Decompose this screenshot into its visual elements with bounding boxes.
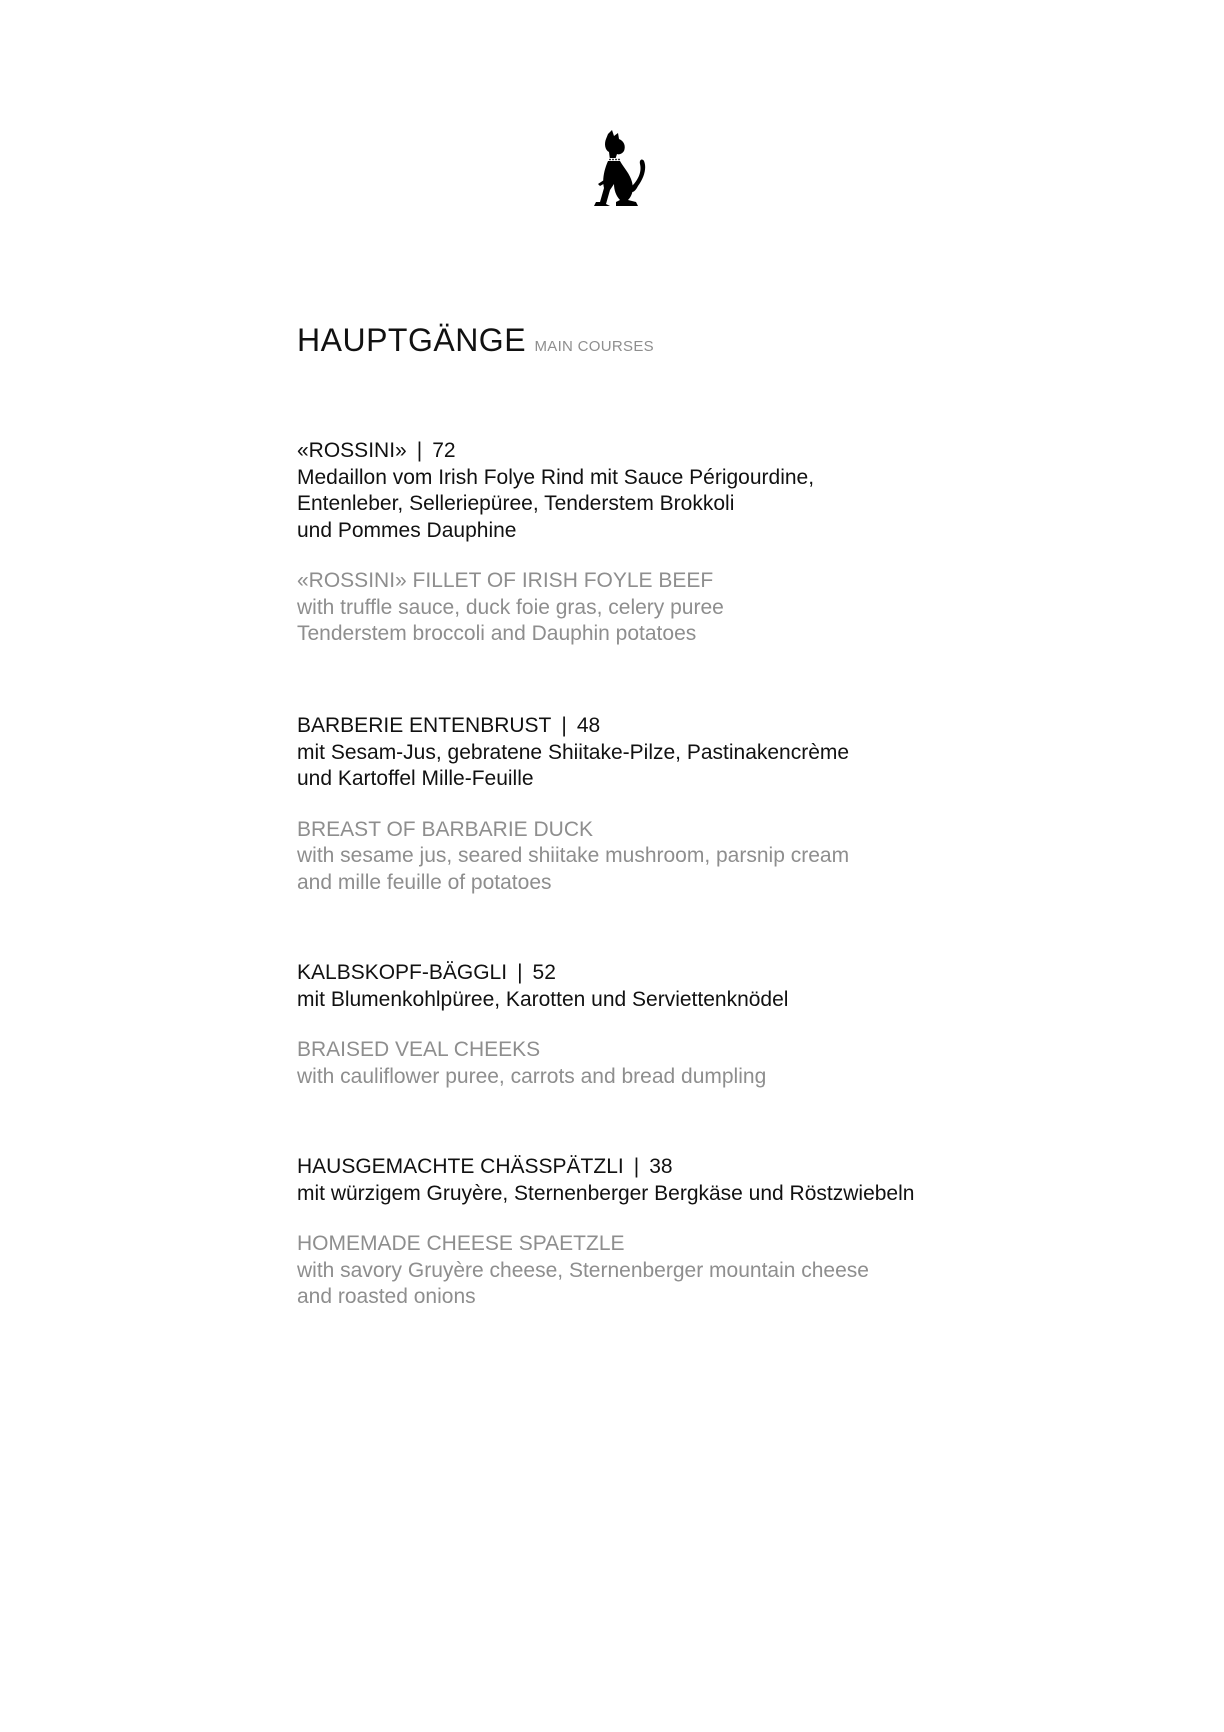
- dish-description-english: Tenderstem broccoli and Dauphin potatoes: [297, 622, 697, 645]
- dish-price: 48: [576, 714, 601, 737]
- dish-description-english: and roasted onions: [297, 1285, 476, 1308]
- dish-kalbskopf-baeggli: [297, 960, 997, 1090]
- dish-description-german: Medaillon vom Irish Folye Rind mit Sauce Périgourdine,: [297, 465, 815, 489]
- page-title: [297, 322, 654, 359]
- dish-hausgemachte-chaesspaetzli: [297, 1154, 997, 1311]
- dish-separator: |: [416, 439, 423, 462]
- dish-description-german: und Kartoffel Mille-Feuille: [297, 767, 534, 790]
- dish-price: 52: [532, 961, 556, 984]
- dish-description-english: and mille feuille of potatoes: [297, 870, 552, 894]
- dish-title: [297, 438, 997, 465]
- dish-description-english: with cauliflower puree, carrots and bread dumpling: [297, 1064, 767, 1088]
- dish-description-german: und Pommes Dauphine: [297, 518, 517, 542]
- dish-name: KALBSKOPF-BÄGGLI: [297, 961, 508, 984]
- dish-separator: |: [633, 1155, 640, 1178]
- dish-name: BARBERIE ENTENBRUST: [297, 714, 552, 737]
- dish-rossini: [297, 438, 997, 648]
- dish-description-german: mit Sesam-Jus, gebratene Shiitake-Pilze, Pastinakencrème: [297, 740, 850, 764]
- dish-separator: |: [517, 961, 523, 984]
- dish-name: HAUSGEMACHTE CHÄSSPÄTZLI: [297, 1155, 624, 1178]
- dish-barberie-entenbrust: [297, 713, 997, 896]
- dish-price: 38: [649, 1155, 673, 1178]
- dish-description-english: with truffle sauce, duck foie gras, celery puree: [297, 595, 724, 619]
- dish-description-german: mit Blumenkohlpüree, Karotten und Serviettenknödel: [297, 987, 789, 1011]
- dish-title: [297, 1154, 997, 1181]
- dish-name: «ROSSINI»: [297, 439, 407, 462]
- dish-description-english: with savory Gruyère cheese, Sternenberger mountain cheese: [297, 1258, 869, 1282]
- dish-description-german: mit würzigem Gruyère, Sternenberger Bergkäse und Röstzwiebeln: [297, 1181, 915, 1205]
- page-title-german: HAUPTGÄNGE: [297, 322, 527, 358]
- dish-description-english: with sesame jus, seared shiitake mushroom, parsnip cream: [297, 844, 850, 867]
- dish-separator: |: [561, 714, 567, 737]
- dish-price: 72: [432, 439, 456, 462]
- dish-name-english: BREAST OF BARBARIE DUCK: [297, 817, 594, 841]
- dish-name-english: HOMEMADE CHEESE SPAETZLE: [297, 1232, 625, 1255]
- dish-title: [297, 960, 997, 987]
- heraldic-dog-icon: [586, 130, 656, 210]
- dish-name-english: BRAISED VEAL CHEEKS: [297, 1038, 541, 1061]
- page-title-english: MAIN COURSES: [534, 338, 654, 355]
- dish-description-german: Entenleber, Selleriepüree, Tenderstem Brokkoli: [297, 492, 735, 515]
- dish-name-english: «ROSSINI» FILLET OF IRISH FOYLE BEEF: [297, 569, 714, 592]
- dish-title: [297, 713, 997, 740]
